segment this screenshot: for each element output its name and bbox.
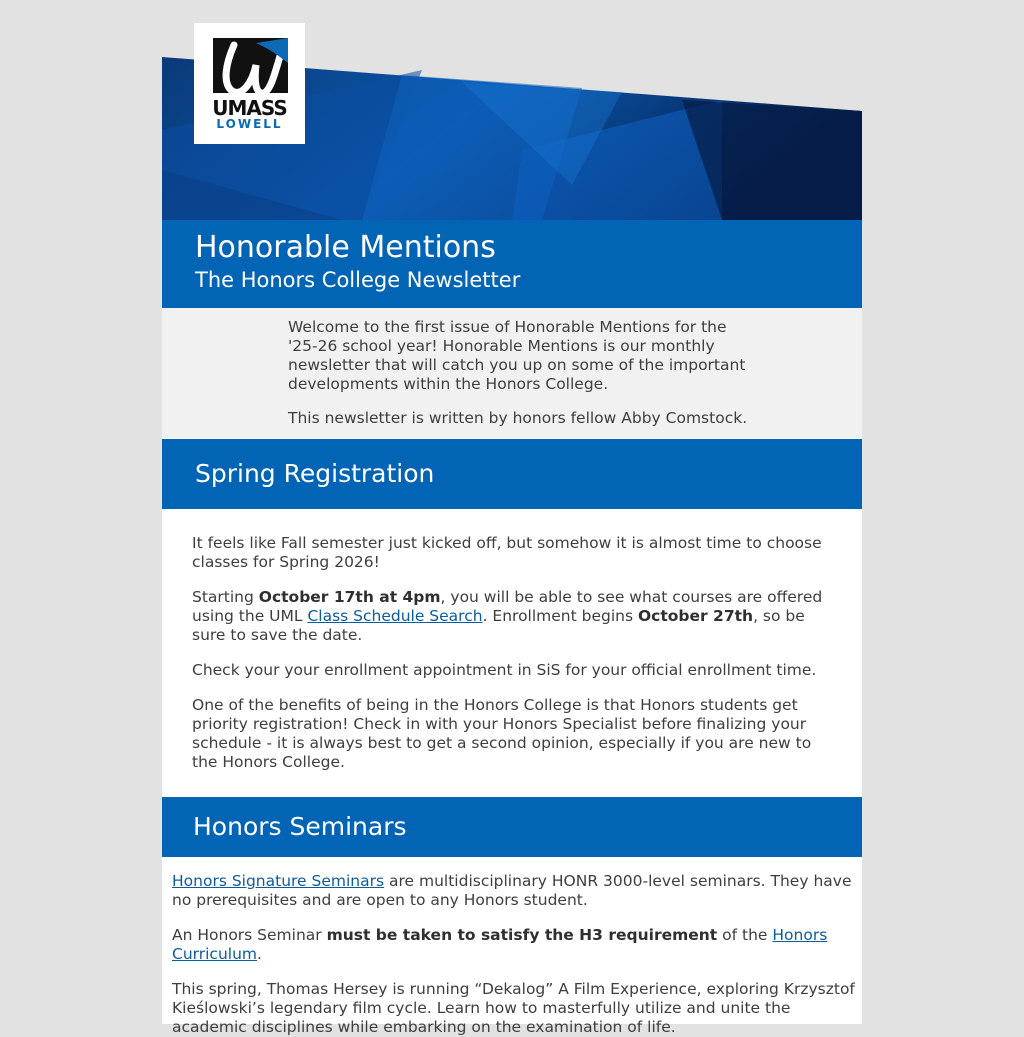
spring-paragraph-4: One of the benefits of being in the Honors College is that Honors students get priority registration! Check in with your Honors Specialist before finalizing your schedule - it is always best to get a second opinion, especially if you are new to the Honors College. [192,696,812,771]
honors-curriculum-link[interactable]: Honors Curriculum [172,926,828,963]
seminars-paragraph-2: An Honors Seminar must be taken to satisfy the H3 requirement of the Honors Curriculum. [172,926,828,963]
spring-paragraph-2: Starting October 17th at 4pm, you will be able to see what courses are offered using the UML Class Schedule Search. Enrollment begins October 27th, so be sure to save the date. [192,588,823,644]
spring-registration-header [162,439,862,509]
newsletter-title: Honorable Mentions [195,230,496,265]
logo-lowell-text: LOWELL [216,117,283,131]
intro-paragraph: Welcome to the first issue of Honorable Mentions for the '25-26 school year! Honorable Mentions is our monthly newsletter that will catch you up on some of the important developments within the Honors College. [288,318,746,393]
newsletter-title-bar [162,220,862,308]
newsletter-email [162,0,862,1036]
intro-author-paragraph: This newsletter is written by honors fellow Abby Comstock. [288,409,748,427]
date-enroll-text: October 27th [637,607,754,625]
newsletter-subtitle: The Honors College Newsletter [195,268,521,292]
class-schedule-search-link[interactable]: Class Schedule Search [307,607,483,625]
spring-registration-body [162,509,862,797]
spring-registration-heading: Spring Registration [195,459,435,488]
umass-lowell-logo[interactable] [194,23,305,144]
intro-section [162,308,862,439]
honors-signature-seminars-link[interactable]: Honors Signature Seminars [172,872,385,890]
logo-umass-text: UMASS [212,96,287,120]
honors-seminars-body [162,857,862,1036]
spring-paragraph-1: It feels like Fall semester just kicked off, but somehow it is almost time to choose classes for Spring 2026! [192,534,822,571]
seminars-paragraph-1: Honors Signature Seminars are multidisciplinary HONR 3000-level seminars. They have no prerequisites and are open to any Honors student. [172,872,852,909]
honors-seminars-heading: Honors Seminars [193,812,407,841]
date-open-text: October 17th at 4pm [258,588,441,606]
honors-seminars-header [162,797,862,857]
seminars-paragraph-3: This spring, Thomas Hersey is running “Dekalog” A Film Experience, exploring Krzysztof Kieślowski’s legendary film cycle. Learn how to masterfully utilize and unite the academic disciplines while embarking on the examination of life. [172,980,855,1036]
spring-paragraph-3: Check your your enrollment appointment in SiS for your official enrollment time. [192,661,817,679]
hero-banner [162,0,862,220]
h3-requirement-text: must be taken to satisfy the H3 requirement [326,926,718,944]
